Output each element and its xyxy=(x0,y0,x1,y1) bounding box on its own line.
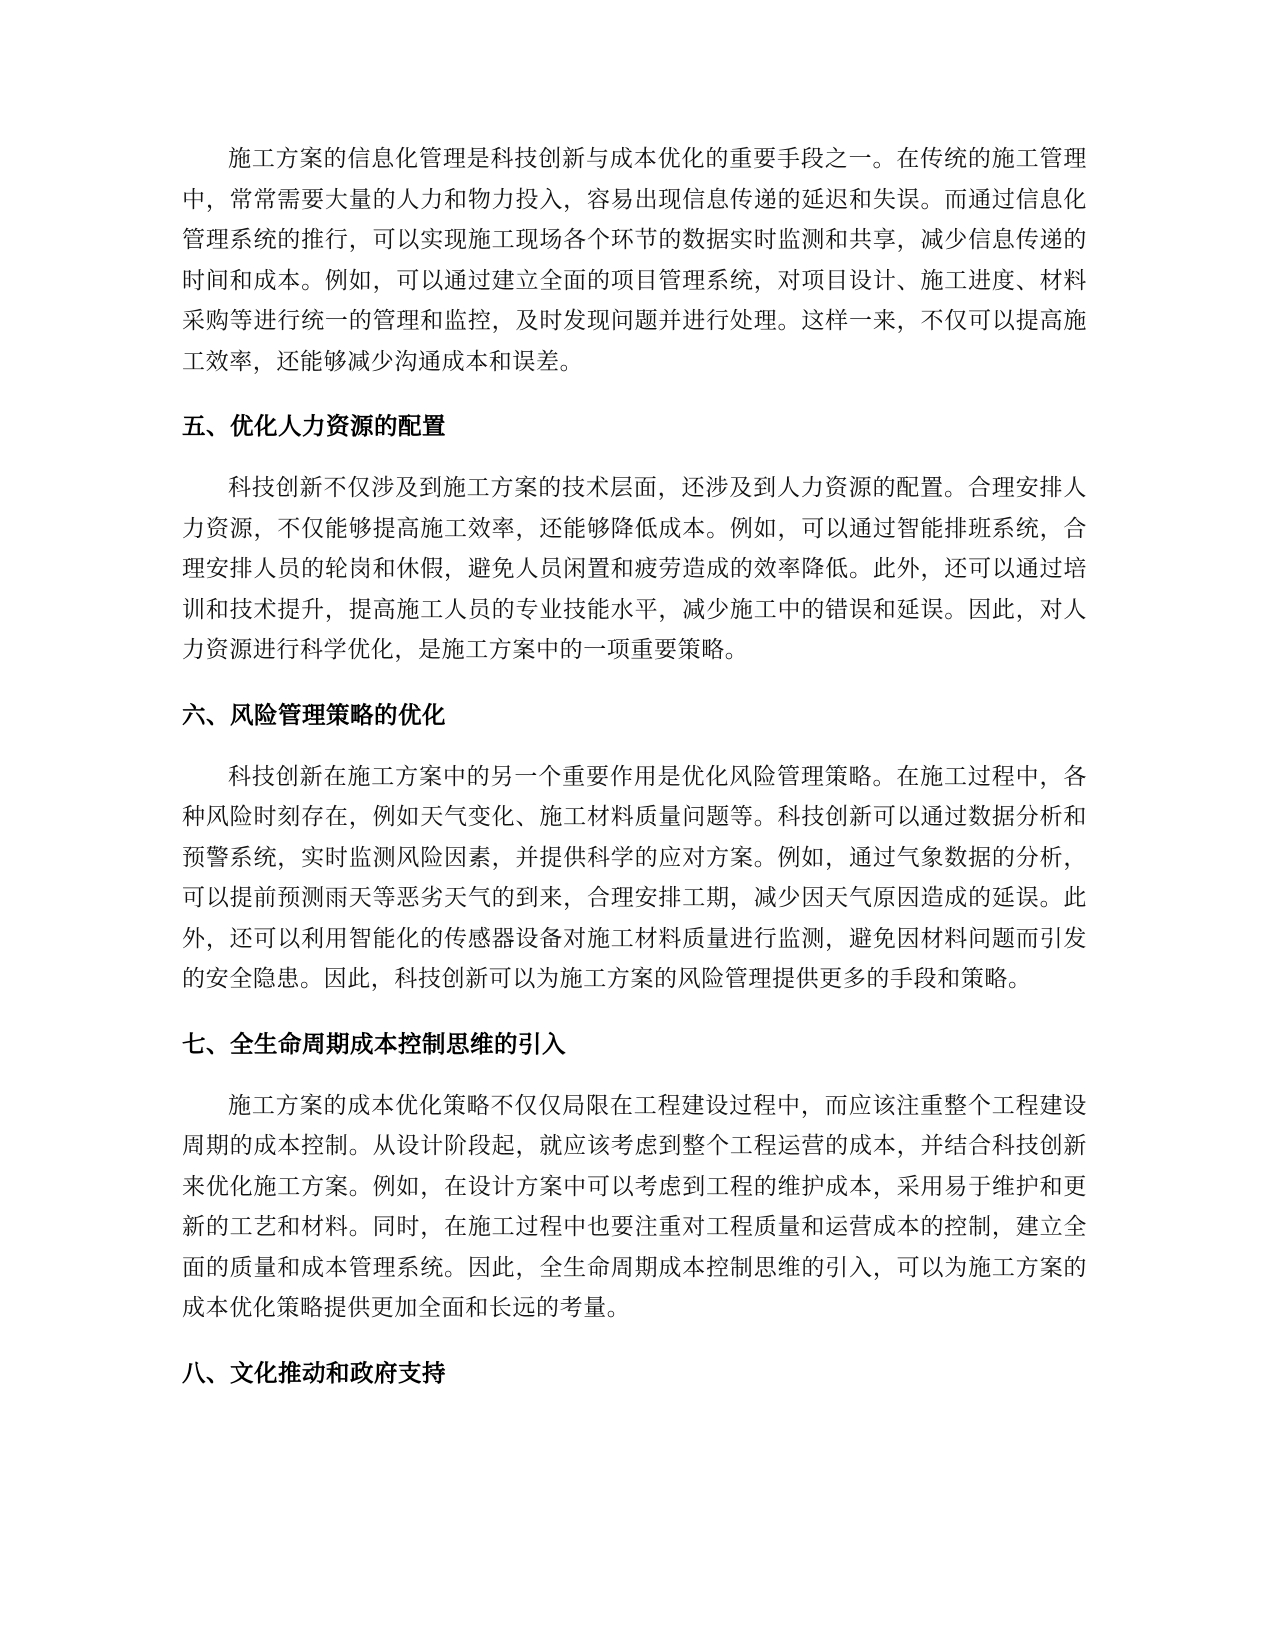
spacer xyxy=(182,1000,1087,1024)
section-heading: 八、文化推动和政府支持 xyxy=(182,1358,446,1387)
spacer xyxy=(182,1329,1087,1353)
body-paragraph: 科技创新在施工方案中的另一个重要作用是优化风险管理策略。在施工过程中，各种风险时刻存在，例如天气变化、施工材料质量问题等。科技创新可以通过数据分析和预警系统，实时监测风险因素，并提供科学的应对方案。例如，通过气象数据的分析，可以提前预测雨天等恶劣天气的到来，合理安排工期，减少因天气原因造成的延误。此外，还可以利用智能化的传感器设备对施工材料质量进行监测，避免因材料问题而引发的安全隐患。因此，科技创新可以为施工方案的风险管理提供更多的手段和策略。 xyxy=(182,763,1087,992)
spacer xyxy=(182,382,1087,406)
body-paragraph: 施工方案的成本优化策略不仅仅局限在工程建设过程中，而应该注重整个工程建设周期的成本控制。从设计阶段起，就应该考虑到整个工程运营的成本，并结合科技创新来优化施工方案。例如，在设计方案中可以考虑到工程的维护成本，采用易于维护和更新的工艺和材料。同时，在施工过程中也要注重对工程质量和运营成本的控制，建立全面的质量和成本管理系统。因此，全生命周期成本控制思维的引入，可以为施工方案的成本优化策略提供更加全面和长远的考量。 xyxy=(182,1092,1087,1321)
spacer xyxy=(182,735,1087,757)
section-heading: 七、全生命周期成本控制思维的引入 xyxy=(182,1029,566,1058)
section-heading: 六、风险管理策略的优化 xyxy=(182,700,446,729)
spacer xyxy=(182,1064,1087,1086)
spacer xyxy=(182,671,1087,695)
body-paragraph: 施工方案的信息化管理是科技创新与成本优化的重要手段之一。在传统的施工管理中，常常需要大量的人力和物力投入，容易出现信息传递的延迟和失误。而通过信息化管理系统的推行，可以实现施工现场各个环节的数据实时监测和共享，减少信息传递的时间和成本。例如，可以通过建立全面的项目管理系统，对项目设计、施工进度、材料采购等进行统一的管理和监控，及时发现问题并进行处理。这样一来，不仅可以提高施工效率，还能够减少沟通成本和误差。 xyxy=(182,146,1087,375)
spacer xyxy=(182,446,1087,468)
section-heading: 五、优化人力资源的配置 xyxy=(182,412,446,440)
document-body xyxy=(182,139,1087,1393)
body-paragraph: 科技创新不仅涉及到施工方案的技术层面，还涉及到人力资源的配置。合理安排人力资源，不仅能够提高施工效率，还能够降低成本。例如，可以通过智能排班系统，合理安排人员的轮岗和休假，避免人员闲置和疲劳造成的效率降低。此外，还可以通过培训和技术提升，提高施工人员的专业技能水平，减少施工中的错误和延误。因此，对人力资源进行科学优化，是施工方案中的一项重要策略。 xyxy=(182,475,1087,663)
